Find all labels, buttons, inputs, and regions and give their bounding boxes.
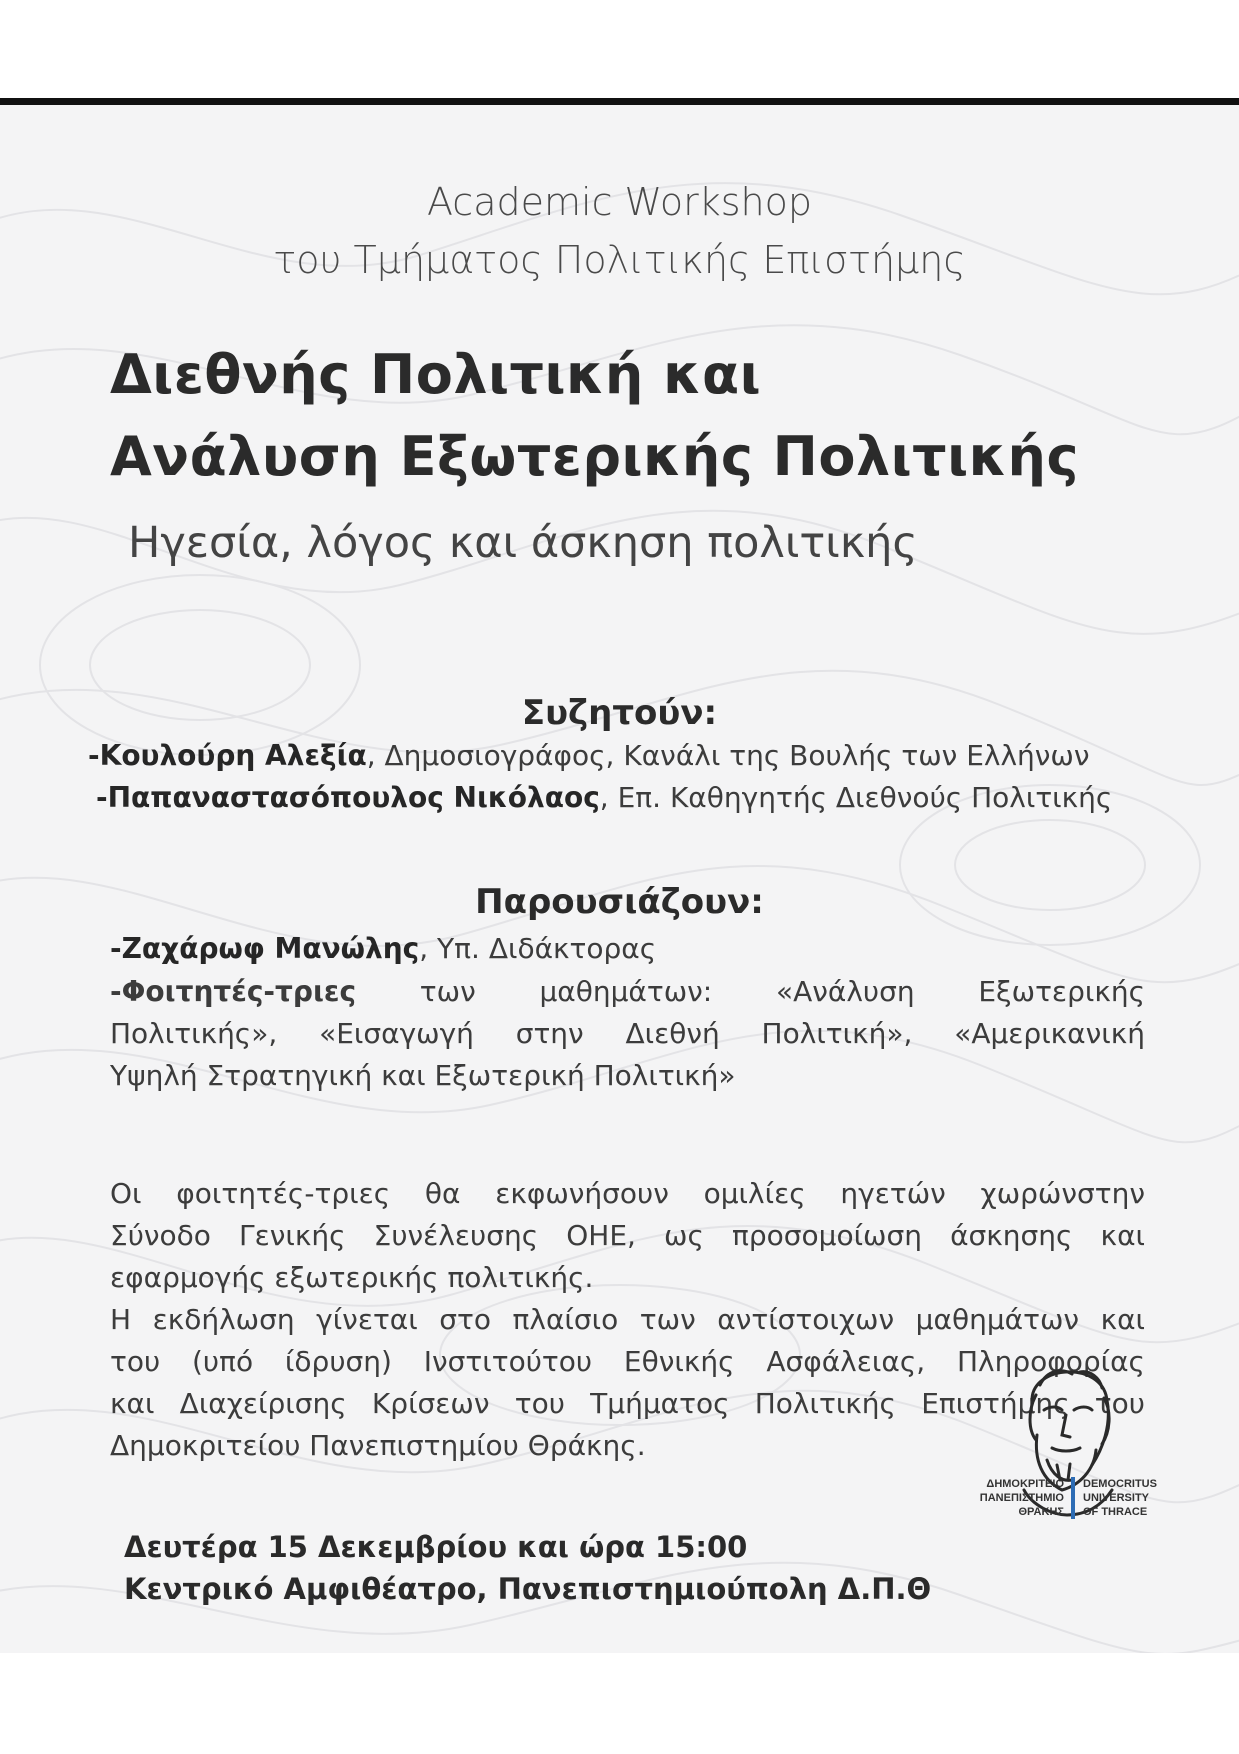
discussant-2-role: , Επ. Καθηγητής Διεθνούς Πολιτικής xyxy=(599,781,1113,814)
presenter-1-name: -Ζαχάρωφ Μανώλης xyxy=(110,932,420,965)
presenter-2-line-2: Πολιτικής», «Εισαγωγή στην Διεθνή Πολιτική», «Αμερικανική xyxy=(110,1017,1145,1050)
logo-greek-name xyxy=(964,1477,1064,1519)
event-venue: Κεντρικό Αμφιθέατρο, Πανεπιστημιούπολη Δ.Π.Θ xyxy=(124,1572,932,1606)
logo-gr-line-2: ΠΑΝΕΠΙΣΤΗΜΙΟ xyxy=(979,1492,1064,1504)
logo-en-line-1: DEMOCRITUS xyxy=(1083,1478,1157,1490)
event-datetime: Δευτέρα 15 Δεκεμβρίου και ώρα 15:00 xyxy=(124,1530,748,1564)
desc-p1-line-3: εφαρμογής εξωτερικής πολιτικής. xyxy=(110,1261,594,1294)
presenter-1-role: , Υπ. Διδάκτορας xyxy=(419,932,657,965)
kicker-line-2: του Τμήματος Πολιτικής Επιστήμης xyxy=(273,238,966,282)
presenter-2-name: -Φοιτητές-τριες xyxy=(110,975,357,1008)
logo-english-name xyxy=(1083,1477,1183,1519)
discussants-heading: Συζητούν: xyxy=(521,693,718,733)
logo-en-line-2: UNIVERSITY xyxy=(1083,1492,1150,1504)
desc-p2-line-4: Δημοκριτείου Πανεπιστημίου Θράκης. xyxy=(110,1429,646,1462)
presenters-heading: Παρουσιάζουν: xyxy=(475,882,764,922)
logo-gr-line-1: ΔΗΜΟΚΡΙΤΕΙΟ xyxy=(986,1478,1064,1490)
discussant-1-name: -Κουλούρη Αλεξία xyxy=(88,739,367,772)
logo-divider-bar xyxy=(1071,1477,1075,1519)
presenter-2-line-1-rest: των μαθημάτων: «Ανάλυση Εξωτερικής xyxy=(419,975,1145,1008)
desc-p1-line-1: Οι φοιτητές-τριες θα εκφωνήσουν ομιλίες ηγετών χωρώνστην xyxy=(110,1177,1145,1210)
desc-p2-line-3: και Διαχείρισης Κρίσεων του Τμήματος Πολιτικής Επιστήμης του xyxy=(110,1387,1145,1420)
title-line-2: Ανάλυση Εξωτερικής Πολιτικής xyxy=(110,425,1079,488)
desc-p2-line-2: του (υπό ίδρυση) Ινστιτούτου Εθνικής Ασφάλειας, Πληροφορίας xyxy=(110,1345,1145,1378)
presenter-2-block xyxy=(110,971,1145,1097)
title-line-1: Διεθνής Πολιτική και xyxy=(110,343,762,406)
discussant-2 xyxy=(96,781,1112,814)
logo-gr-line-3: ΘΡΑΚΗΣ xyxy=(1018,1506,1064,1518)
desc-p2-line-1: Η εκδήλωση γίνεται στο πλαίσιο των αντίστοιχων μαθημάτων και xyxy=(110,1303,1145,1336)
discussant-1 xyxy=(88,739,1090,772)
presenter-2-line-1 xyxy=(110,971,1145,1013)
discussant-1-role: , Δημοσιογράφος, Κανάλι της Βουλής των Ελλήνων xyxy=(366,739,1090,772)
logo-en-line-3: OF THRACE xyxy=(1083,1506,1148,1518)
kicker-line-1: Academic Workshop xyxy=(426,180,813,224)
top-rule xyxy=(0,98,1239,105)
discussant-2-name: -Παπαναστασόπουλος Νικόλαος xyxy=(96,781,600,814)
subtitle: Ηγεσία, λόγος και άσκηση πολιτικής xyxy=(128,518,918,568)
presenter-2-line-3: Υψηλή Στρατηγική και Εξωτερική Πολιτική» xyxy=(110,1059,736,1092)
presenter-1 xyxy=(110,932,656,965)
desc-p1-line-2: Σύνοδο Γενικής Συνέλευσης ΟΗΕ, ως προσομοίωση άσκησης και xyxy=(110,1219,1145,1252)
